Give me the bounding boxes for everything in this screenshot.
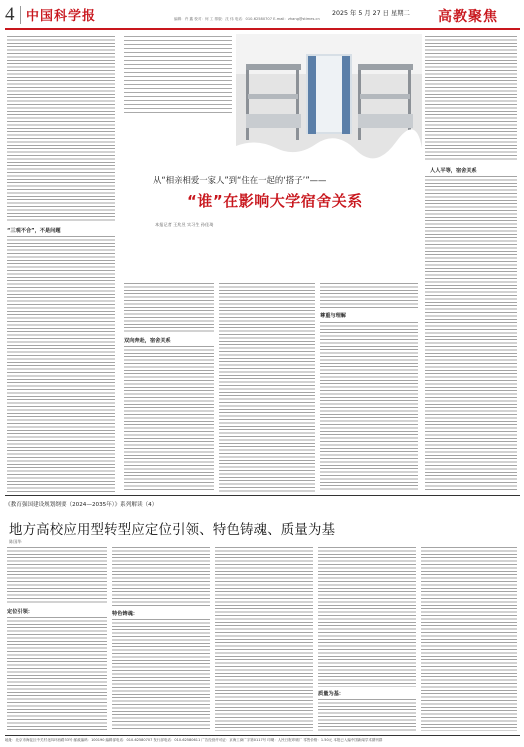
subhead-mid-3: 尊重与理解 <box>320 313 346 319</box>
bottom-text-col-1 <box>7 547 107 605</box>
subhead-mid-1: 双向奔赴，宿舍关系 <box>124 338 171 344</box>
article-text-column-right <box>425 36 517 162</box>
subhead-right-1: 人人平等，宿舍关系 <box>430 168 477 174</box>
bottom-subhead-2: 特色铸魂： <box>112 611 138 617</box>
subhead-left-1: “三观不合”，不是问题 <box>7 228 61 234</box>
article-text-column-left <box>7 36 115 222</box>
bottom-subhead-1: 定位引领： <box>7 609 33 615</box>
bottom-article-headline: 地方高校应用型转型应定位引领、特色铸魂、质量为基 <box>9 523 336 538</box>
issue-date: 2025 年 5 月 27 日 星期二 <box>332 10 410 17</box>
article-text-column-left-2 <box>7 236 115 492</box>
bottom-article-byline: 陈国华 <box>9 539 22 544</box>
section-title: 高教聚焦 <box>438 9 498 25</box>
bottom-text-col-4 <box>318 547 416 687</box>
bottom-text-col-2b <box>112 619 210 731</box>
dormitory-photo <box>236 34 422 169</box>
article-text-column-mid-3b <box>320 322 418 492</box>
bottom-subhead-3: 质量为基： <box>318 691 344 697</box>
masthead-divider <box>20 6 21 24</box>
footer-info: 地址：北京市海淀区中关村北四环西路33号 邮政编码：100190 编辑部电话：010-62580707 发行部电话：010-62580611 广告经营许可证：京海工商广字第0117号 印刷：人民日报印刷厂 零售价格：1.50元 本报已入编中国新闻学术期刊群 <box>5 738 383 742</box>
feature-byline: 本报记者 王兆昱 实习生 孙佳琦 <box>155 222 214 227</box>
article-text-column-mid-3 <box>320 283 418 309</box>
bottom-text-col-5 <box>421 547 517 731</box>
bottom-text-col-3 <box>215 547 313 731</box>
article-text-column-mid-1 <box>124 283 214 333</box>
feature-intro <box>124 36 232 114</box>
newspaper-logo: 中国科学报 <box>26 9 97 24</box>
bottom-text-col-2 <box>112 547 210 607</box>
article-text-column-right-2 <box>425 176 517 492</box>
page-number: 4 <box>5 4 15 25</box>
editor-contacts: 编辑：许 鑫 校对：何 工 排版：沈 伟 电话：010-62580707 E-mail：zhang@stimes.cn <box>174 17 320 21</box>
series-label: 《教育强国建设规划纲要（2024—2035年）》系列解读（4） <box>5 502 158 508</box>
bottom-text-col-1b <box>7 617 107 731</box>
article-text-column-mid-2 <box>219 283 315 492</box>
footer-rule <box>5 735 520 736</box>
masthead-rule <box>5 28 520 30</box>
article-text-column-mid-1b <box>124 346 214 492</box>
bottom-text-col-4b <box>318 699 416 731</box>
feature-kicker: 从“相亲相爱一家人”到“住在一起的‘搭子’”—— <box>153 175 327 185</box>
bottom-article-rule <box>5 495 520 496</box>
feature-headline: “谁”在影响大学宿舍关系 <box>187 192 363 210</box>
